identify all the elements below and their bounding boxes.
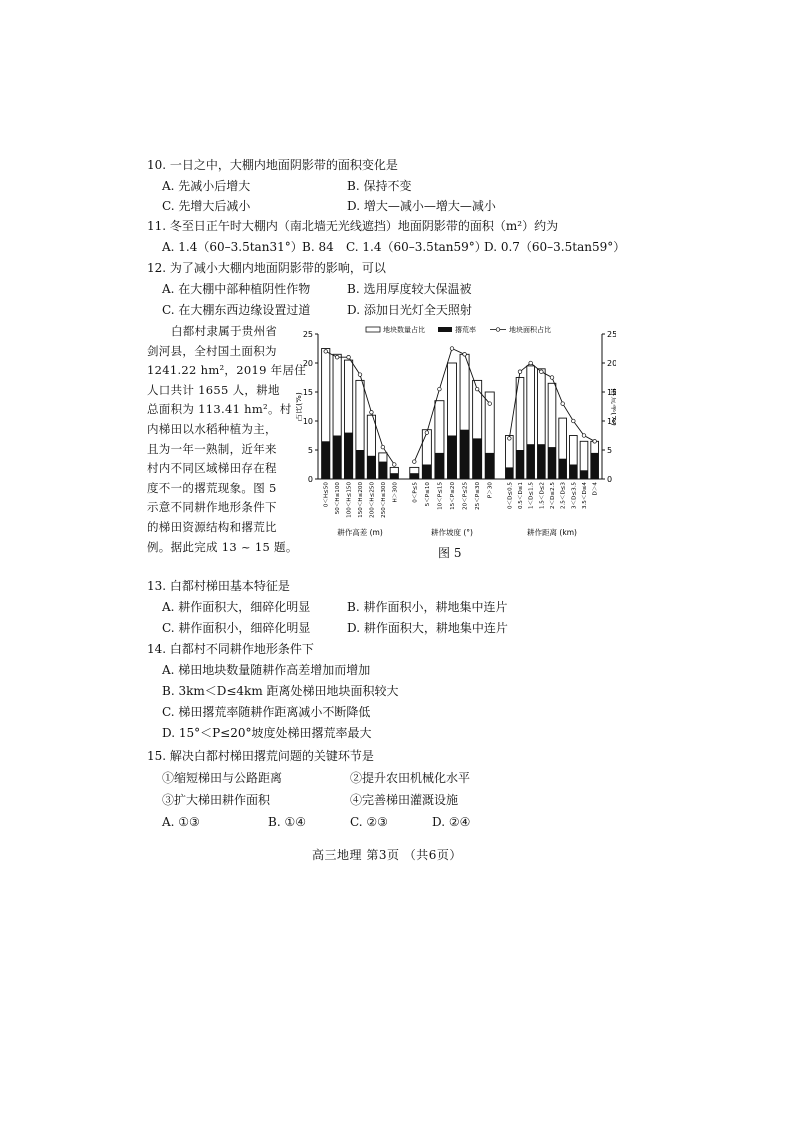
bar-abandonment-rate [333,436,341,480]
q13-option-a: A. 耕作面积大，细碎化明显 [162,600,311,614]
passage-line: 的梯田资源结构和撂荒比 [147,519,277,534]
x-tick-label: 0＜D≤0.5 [507,482,514,510]
bar-abandonment-rate [447,436,456,480]
q12-option-b: B. 选用厚度较大保温被 [347,282,472,296]
passage-line: 且为一年一熟制，近年来 [147,441,277,456]
q11-option-b: B. 84 [302,240,334,254]
x-tick-label: 0＜P≤5 [412,482,419,503]
x-tick-label: P＞30 [487,482,494,499]
point-area-share [412,460,416,464]
bar-abandonment-rate [473,438,482,479]
bar-abandonment-rate [591,453,599,479]
point-area-share [358,373,362,377]
bar-abandonment-rate [390,473,398,479]
bar-abandonment-rate [559,459,567,479]
y-tick-label-left: 10 [302,417,313,426]
point-area-share [488,402,492,406]
point-area-share [324,350,328,354]
y-tick-label-right: 20 [607,359,616,368]
passage-text [147,322,307,557]
q15-option-d: D. ②④ [432,815,471,829]
point-area-share [550,376,554,380]
x-tick-label: 50＜H≤100 [335,482,342,515]
bar-abandonment-rate [548,447,556,479]
q10-option-d: D. 增大—减小—增大—减小 [347,199,496,213]
point-area-share [475,387,479,391]
question-11-stem: 11. 冬至日正午时大棚内（南北墙无光线遮挡）地面阴影带的面积（m²）约为 [147,219,559,233]
legend-label-area-share: 地块面积占比 [509,326,551,334]
x-tick-label: 250＜H≤300 [380,482,387,518]
question-10-stem: 10. 一日之中，大棚内地面阴影带的面积变化是 [147,158,398,172]
x-tick-label: 25＜P≤30 [475,482,482,510]
point-area-share [582,434,586,438]
x-tick-label: 10＜P≤15 [437,482,444,510]
point-area-share [370,411,374,415]
point-area-share [593,440,597,444]
x-tick-label: 5＜P≤10 [424,482,431,507]
q14-option-d: D. 15°＜P≤20°坡度处梯田撂荒率最大 [162,726,372,740]
question-14-stem: 14. 白都村不同耕作地形条件下 [147,642,314,656]
point-area-share [540,370,544,374]
bar-abandonment-rate [435,453,444,479]
q13-option-b: B. 耕作面积小，耕地集中连片 [347,600,508,614]
y-tick-label-right: 25 [607,330,616,339]
bar-abandonment-rate [460,430,469,479]
point-area-share [438,387,442,391]
x-tick-label: 2＜D≤2.5 [550,482,556,510]
point-area-share [572,419,576,423]
y-tick-label-left: 15 [302,388,313,397]
x-tick-label: 200＜H≤250 [369,482,376,518]
q15-item-2: ②提升农田机械化水平 [350,771,471,785]
y-tick-label-right: 0 [607,475,613,484]
q15-option-b: B. ①④ [268,815,306,829]
x-tick-label: 1.5＜D≤2 [539,482,546,510]
q10-option-c: C. 先增大后减小 [162,199,251,213]
y-axis-title-left: 占比(%) [296,392,303,422]
passage-line: 白都村隶属于贵州省 [171,324,278,338]
point-area-share [529,361,533,365]
passage-line: 1241.22 hm²，2019 年居住 [147,363,307,378]
group-axis-title: 耕作坡度 (°) [431,528,473,537]
point-area-share [561,402,565,406]
q13-option-c: C. 耕作面积小，细碎化明显 [162,621,311,635]
question-13-stem: 13. 白都村梯田基本特征是 [147,579,290,593]
passage-line: 剑河县，全村国土面积为 [147,343,277,358]
bar-abandonment-rate [537,444,545,479]
y-tick-label-left: 25 [302,330,313,339]
point-area-share [347,355,351,359]
x-tick-label: H＞300 [392,482,399,503]
passage-line: 度不一的撂荒现象。图 5 [147,480,277,495]
bar-abandonment-rate [410,473,419,479]
q12-option-d: D. 添加日光灯全天照射 [347,303,472,317]
bar-abandonment-rate [569,465,577,480]
passage-line: 内梯田以水稻种植为主， [147,421,277,436]
q11-option-d: D. 0.7（60–3.5tan59°） [484,240,626,254]
bar-abandonment-rate [379,462,387,479]
point-area-share [381,445,385,449]
legend-swatch-block-count [366,327,380,332]
q14-option-b: B. 3km＜D≤4km 距离处梯田地块面积较大 [162,684,399,698]
bar-abandonment-rate [422,465,431,480]
point-area-share [450,347,454,351]
q15-option-a: A. ①③ [162,815,200,829]
bar-abandonment-rate [516,450,524,479]
y-tick-label-left: 20 [302,359,313,368]
question-12-stem: 12. 为了减小大棚内地面阴影带的影响，可以 [147,261,386,275]
q10-option-a: A. 先减小后增大 [162,179,251,193]
q11-option-c: C. 1.4（60–3.5tan59°） [346,240,487,254]
x-tick-label: 0.5＜D≤1 [518,482,524,510]
x-tick-label: D＞4 [592,482,599,496]
point-area-share [425,431,429,435]
x-tick-label: 20＜P≤25 [462,482,469,510]
q12-option-a: A. 在大棚中部种植阴性作物 [162,282,311,296]
bar-abandonment-rate [485,453,494,479]
point-area-share [335,355,339,359]
legend-swatch-abandonment [438,327,452,332]
y-axis-title-right: 撂荒率(%) [610,388,616,426]
y-tick-label-right: 5 [607,446,613,455]
q15-item-1: ①缩短梯田与公路距离 [162,771,283,785]
group-axis-title: 耕作距离 (km) [527,528,577,537]
question-15-stem: 15. 解决白都村梯田撂荒问题的关键环节是 [147,749,374,763]
q12-option-c: C. 在大棚东西边缘设置过道 [162,303,311,317]
x-tick-label: 100＜H≤150 [346,482,353,518]
q10-option-b: B. 保持不变 [347,179,412,193]
point-area-share [508,437,512,441]
chart-svg [296,322,616,544]
figure-label: 图 5 [438,546,462,560]
point-area-share [518,370,522,374]
q15-item-4: ④完善梯田灌溉设施 [350,793,459,807]
bar-abandonment-rate [580,470,588,479]
passage-line: 例。据此完成 13 ~ 15 题。 [147,539,298,554]
x-tick-label: 2.5＜D≤3 [560,482,567,510]
x-tick-label: 150＜H≤200 [358,482,364,518]
q15-option-c: C. ②③ [350,815,388,829]
legend-label-block-count: 地块数量占比 [383,326,425,334]
legend-label-abandonment: 撂荒率 [455,326,476,334]
q14-option-a: A. 梯田地块数量随耕作高差增加而增加 [162,663,371,677]
page-footer: 高三地理 第3页 （共6页） [312,848,462,862]
bar-abandonment-rate [367,456,375,479]
passage-line: 示意不同耕作地形条件下 [147,500,277,515]
x-tick-label: 0＜H≤50 [323,482,330,508]
legend-marker-area-share [496,328,500,332]
x-tick-label: 1＜D≤1.5 [528,482,535,510]
y-tick-label-right: 10 [607,417,616,426]
bar-abandonment-rate [322,441,330,479]
q13-option-d: D. 耕作面积大，耕地集中连片 [347,621,508,635]
q15-item-3: ③扩大梯田耕作面积 [162,793,271,807]
group-axis-title: 耕作高差 (m) [337,528,383,537]
q11-option-a: A. 1.4（60–3.5tan31°） [162,240,303,254]
bar-abandonment-rate [344,433,352,479]
x-tick-label: 3.5＜D≤4 [582,482,588,510]
bar-abandonment-rate [505,467,513,479]
y-tick-label-left: 5 [307,446,313,455]
x-tick-label: 15＜P≤20 [450,482,456,510]
x-tick-label: 3＜D≤3.5 [571,482,578,510]
y-tick-label-right: 15 [607,388,616,397]
q14-option-c: C. 梯田撂荒率随耕作距离减小不断降低 [162,705,371,719]
bar-abandonment-rate [356,450,364,479]
passage-line: 人口共计 1655 人，耕地 [147,382,280,397]
passage-line: 村内不同区域梯田存在程 [147,461,277,476]
figure-5-chart [296,322,616,544]
y-tick-label-left: 0 [307,475,313,484]
point-area-share [463,353,467,357]
bar-abandonment-rate [527,444,535,479]
point-area-share [392,463,396,467]
passage-line: 总面积为 113.41 hm²。村 [147,402,292,417]
